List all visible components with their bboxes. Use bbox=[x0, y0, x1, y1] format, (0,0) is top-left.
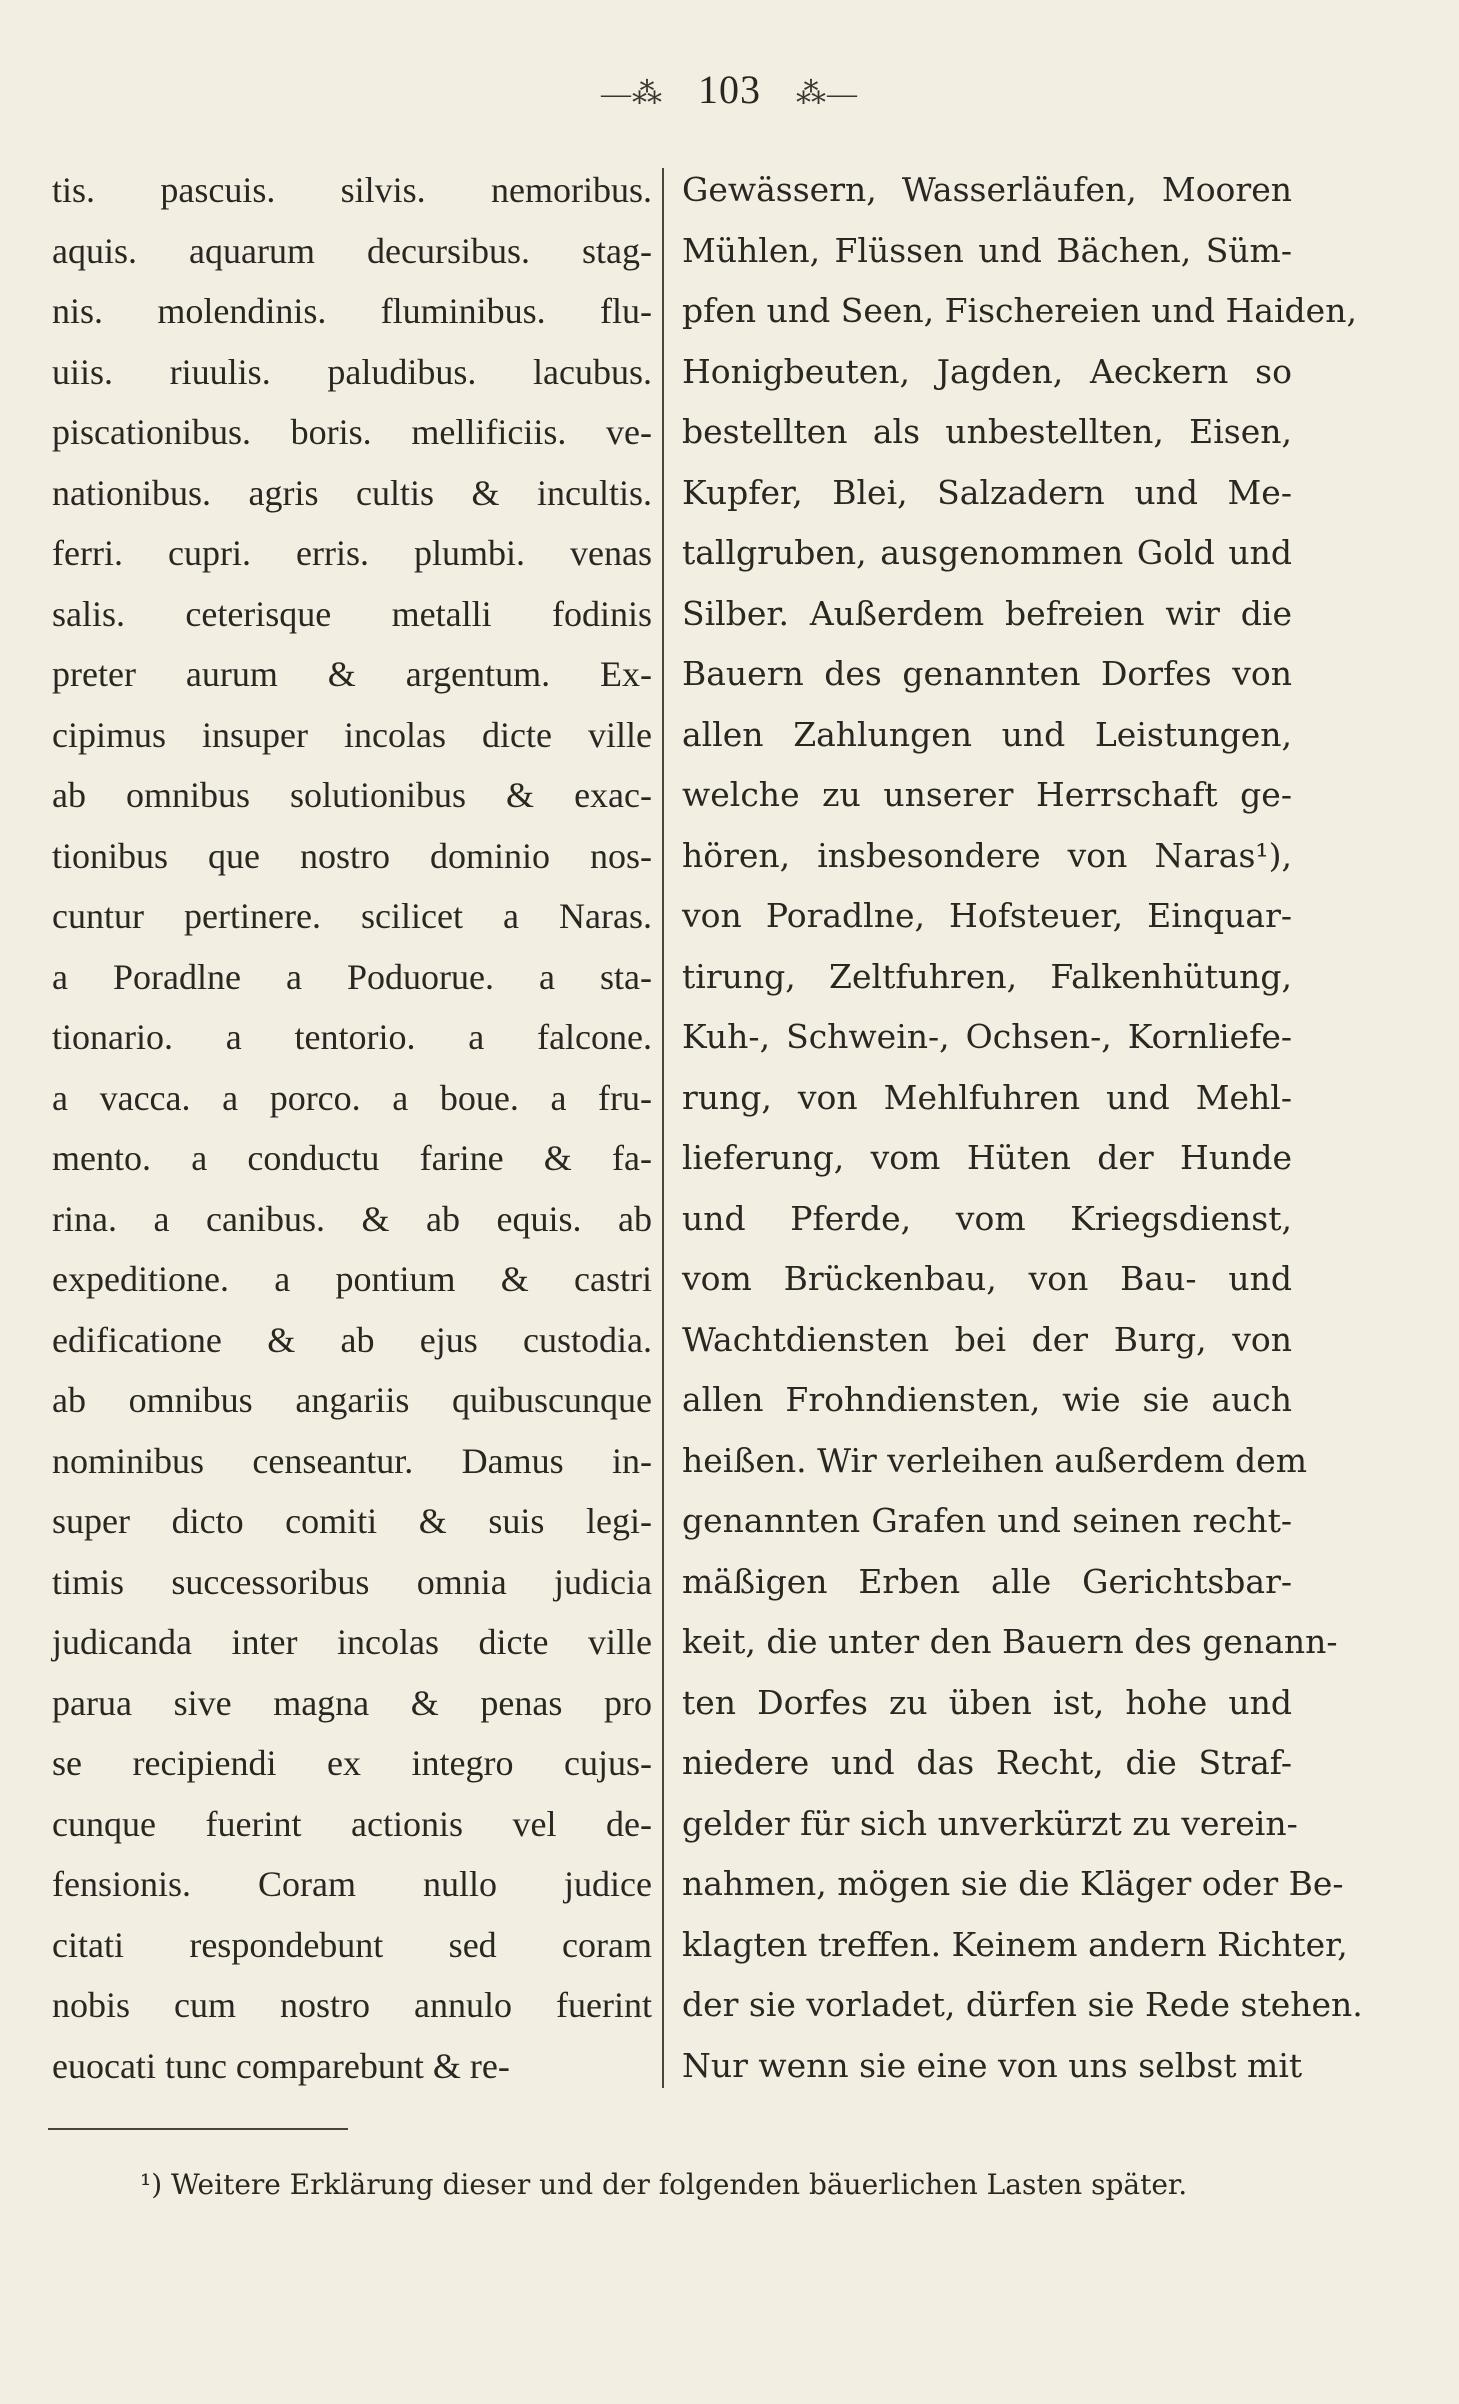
latin-line: ab omnibus solutionibus & exac- bbox=[52, 775, 652, 815]
latin-line: piscationibus. boris. mellificiis. ve- bbox=[52, 412, 652, 452]
latin-line: edificatione & ab ejus custodia. bbox=[52, 1319, 652, 1360]
latin-line: se recipiendi ex integro cujus- bbox=[52, 1743, 652, 1783]
column-divider bbox=[662, 168, 664, 2088]
latin-line: salis. ceterisque metalli fodinis bbox=[52, 593, 652, 634]
header-ornament-left: —⁂ bbox=[601, 77, 663, 110]
latin-line: nominibus censeantur. Damus in- bbox=[52, 1440, 652, 1481]
page-number: 103 bbox=[698, 67, 761, 112]
german-line: gelder für sich unverkürzt zu verein- bbox=[682, 1803, 1298, 1843]
latin-line: tis. pascuis. silvis. nemoribus. bbox=[52, 170, 652, 210]
latin-line: rina. a canibus. & ab equis. ab bbox=[52, 1198, 652, 1239]
german-line: Kupfer, Blei, Salzadern und Me- bbox=[682, 472, 1292, 512]
latin-line: citati respondebunt sed coram bbox=[52, 1924, 652, 1965]
german-column bbox=[682, 160, 1363, 2096]
latin-line: mento. a conductu farine & fa- bbox=[52, 1138, 652, 1178]
german-line: und Pferde, vom Kriegsdienst, bbox=[682, 1198, 1292, 1238]
latin-line: judicanda inter incolas dicte ville bbox=[52, 1622, 652, 1662]
german-line: Wachtdiensten bei der Burg, von bbox=[682, 1319, 1292, 1359]
latin-line: super dicto comiti & suis legi- bbox=[52, 1501, 652, 1541]
footnote-rule bbox=[48, 2128, 348, 2130]
page-header bbox=[0, 66, 1459, 113]
german-line: nahmen, mögen sie die Kläger oder Be- bbox=[682, 1864, 1344, 1903]
german-line: Silber. Außerdem befreien wir die bbox=[682, 593, 1292, 633]
latin-line: fensionis. Coram nullo judice bbox=[52, 1864, 652, 1904]
latin-line: preter aurum & argentum. Ex- bbox=[52, 654, 652, 694]
german-line: allen Zahlungen und Leistungen, bbox=[682, 714, 1292, 754]
latin-column bbox=[52, 160, 652, 2096]
latin-line: cipimus insuper incolas dicte ville bbox=[52, 714, 652, 755]
latin-line: uiis. riuulis. paludibus. lacubus. bbox=[52, 351, 652, 392]
latin-line: cunque fuerint actionis vel de- bbox=[52, 1803, 652, 1844]
latin-line: expeditione. a pontium & castri bbox=[52, 1259, 652, 1299]
german-line: von Poradlne, Hofsteuer, Einquar- bbox=[682, 896, 1292, 935]
german-line: welche zu unserer Herrschaft ge- bbox=[682, 775, 1292, 814]
german-line: rung, von Mehlfuhren und Mehl- bbox=[682, 1077, 1292, 1117]
german-line: Nur wenn sie eine von uns selbst mit bbox=[682, 2045, 1303, 2085]
german-line: allen Frohndiensten, wie sie auch bbox=[682, 1380, 1292, 1419]
german-line: der sie vorladet, dürfen sie Rede stehen. bbox=[682, 1985, 1363, 2024]
header-ornament-right: ⁂— bbox=[796, 77, 858, 110]
german-line: genannten Grafen und seinen recht- bbox=[682, 1501, 1292, 1540]
german-line: Kuh-, Schwein-, Ochsen-, Kornliefe- bbox=[682, 1017, 1292, 1056]
german-line: tirung, Zeltfuhren, Falkenhütung, bbox=[682, 956, 1292, 996]
german-line: bestellten als unbestellten, Eisen, bbox=[682, 412, 1292, 451]
latin-line: tionibus que nostro dominio nos- bbox=[52, 835, 652, 876]
latin-line: a Poradlne a Poduorue. a sta- bbox=[52, 956, 652, 997]
latin-line: nis. molendinis. fluminibus. flu- bbox=[52, 291, 652, 331]
german-line: hören, insbesondere von Naras¹), bbox=[682, 835, 1292, 875]
footnote: ¹) Weitere Erklärung dieser und der folgenden bäuerlichen Lasten später. bbox=[140, 2168, 1188, 2201]
german-line: vom Brückenbau, von Bau- und bbox=[682, 1259, 1292, 1298]
latin-line: ab omnibus angariis quibuscunque bbox=[52, 1380, 652, 1420]
german-line: ten Dorfes zu üben ist, hohe und bbox=[682, 1682, 1292, 1722]
latin-line: a vacca. a porco. a boue. a fru- bbox=[52, 1077, 652, 1118]
german-line: pfen und Seen, Fischereien und Haiden, bbox=[682, 291, 1357, 330]
latin-line: nobis cum nostro annulo fuerint bbox=[52, 1985, 652, 2025]
german-line: Honigbeuten, Jagden, Aeckern so bbox=[682, 351, 1292, 391]
latin-line: timis successoribus omnia judicia bbox=[52, 1561, 652, 1602]
latin-line: cuntur pertinere. scilicet a Naras. bbox=[52, 896, 652, 936]
german-line: Mühlen, Flüssen und Bächen, Süm- bbox=[682, 230, 1292, 270]
latin-line: parua sive magna & penas pro bbox=[52, 1682, 652, 1723]
latin-line: nationibus. agris cultis & incultis. bbox=[52, 472, 652, 513]
latin-line: aquis. aquarum decursibus. stag- bbox=[52, 230, 652, 271]
german-line: heißen. Wir verleihen außerdem dem bbox=[682, 1440, 1308, 1480]
german-line: mäßigen Erben alle Gerichtsbar- bbox=[682, 1561, 1292, 1601]
latin-line: euocati tunc comparebunt & re- bbox=[52, 2045, 510, 2086]
german-line: klagten treffen. Keinem andern Richter, bbox=[682, 1924, 1348, 1964]
german-line: keit, die unter den Bauern des genann- bbox=[682, 1622, 1338, 1661]
german-line: Gewässern, Wasserläufen, Mooren bbox=[682, 170, 1292, 209]
latin-line: ferri. cupri. erris. plumbi. venas bbox=[52, 533, 652, 573]
german-line: tallgruben, ausgenommen Gold und bbox=[682, 533, 1292, 572]
german-line: Bauern des genannten Dorfes von bbox=[682, 654, 1292, 693]
latin-line: tionario. a tentorio. a falcone. bbox=[52, 1017, 652, 1057]
german-line: niedere und das Recht, die Straf- bbox=[682, 1743, 1292, 1782]
german-line: lieferung, vom Hüten der Hunde bbox=[682, 1138, 1292, 1177]
